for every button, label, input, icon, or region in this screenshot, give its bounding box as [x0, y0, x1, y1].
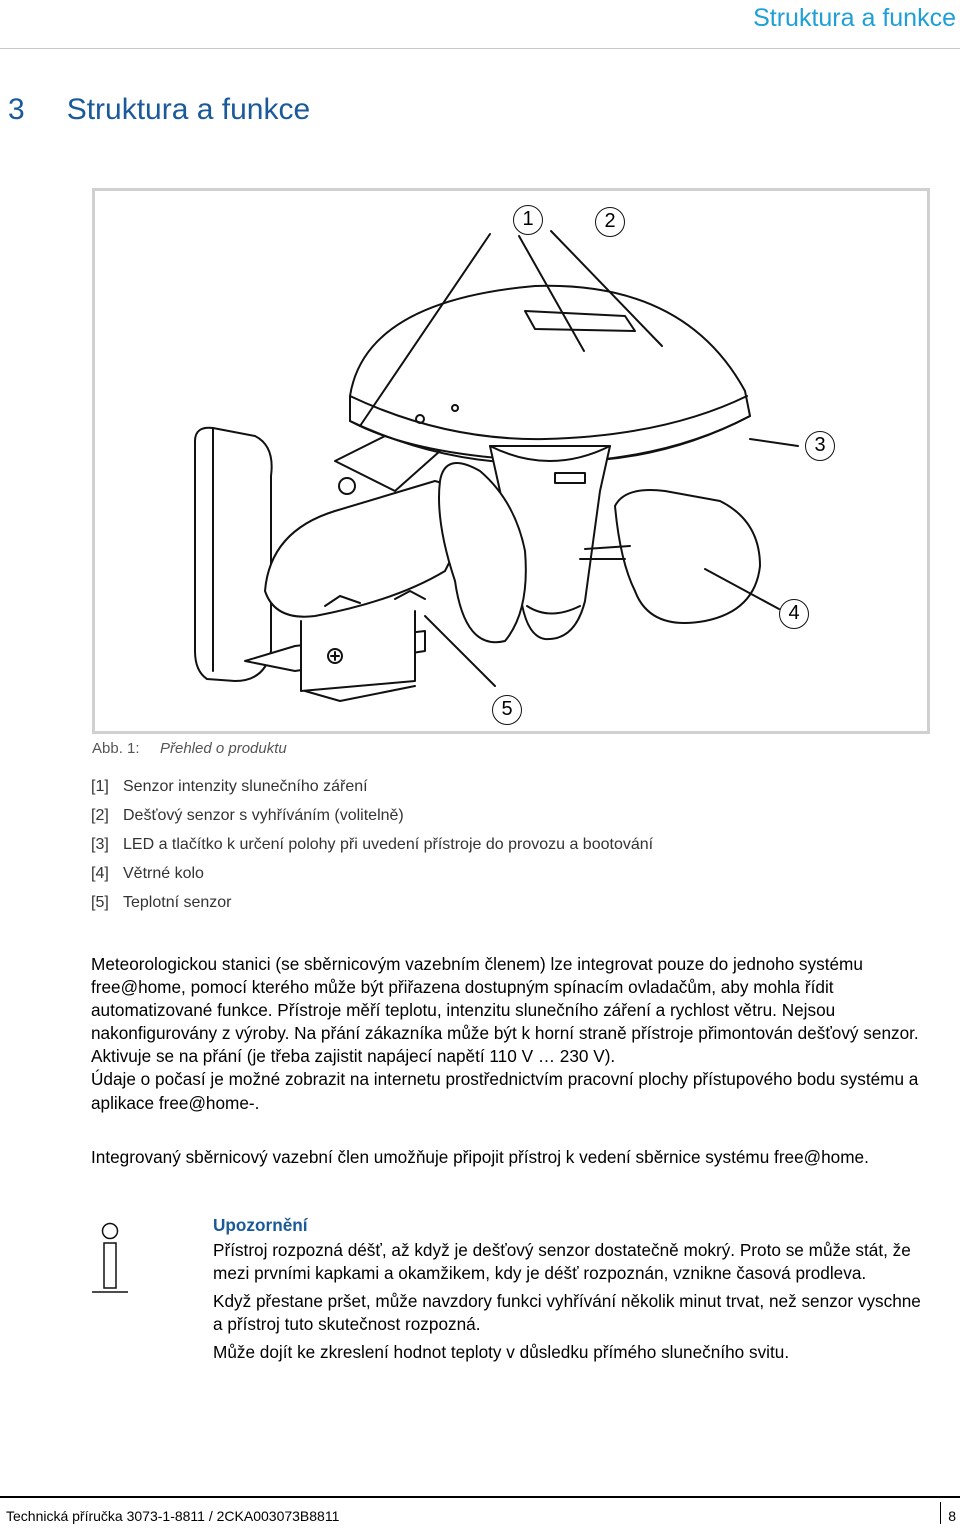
legend-number: [3] [91, 836, 109, 853]
callout-2: 2 [595, 207, 625, 237]
callout-4: 4 [779, 599, 809, 629]
callout-1: 1 [513, 205, 543, 235]
caption-text: Přehled o produktu [160, 740, 287, 757]
product-figure [92, 188, 930, 734]
legend-item [91, 830, 653, 859]
legend-item [91, 888, 653, 917]
legend-text: Větrné kolo [123, 865, 204, 882]
legend-number: [1] [91, 778, 109, 795]
body-text: Meteorologickou stanici (se sběrnicovým vazebním členem) lze integrovat pouze do jednoho systému free@home, pomocí kterého může být přiřazena dostupným spínacím ovladačům, aby mohla řídit automatizované funkce. Přístroje měří teplotu, intenzitu slunečního záření a rychlost větru. Nejsou nakonfigurovány z výroby. Na přání zákazníka může být k horní straně přístroje přimontován dešťový senzor. Aktivuje se na přání (je třeba zajistit napájecí napětí 110 V … 230 V). [91, 954, 919, 1067]
body-paragraph-2: Integrovaný sběrnicový vazební člen umožňuje připojit přístroj k vedení sběrnice systému free@home. [91, 1147, 869, 1167]
legend-text: LED a tlačítko k určení polohy při uvedení přístroje do provozu a bootování [123, 836, 654, 853]
caption-number: Abb. 1: [92, 740, 140, 757]
legend-item [91, 859, 653, 888]
header-divider [0, 48, 960, 49]
running-header: Struktura a funkce [753, 4, 956, 32]
chapter-number: 3 [8, 93, 25, 126]
note-paragraph: Když přestane pršet, může navzdory funkci vyhřívání několik minut trvat, než senzor vyschne a přístroj tuto skutečnost rozpozná. [213, 1291, 921, 1335]
chapter-heading [8, 93, 310, 127]
figure-legend [91, 772, 653, 917]
info-icon [90, 1222, 130, 1294]
chapter-title: Struktura a funkce [66, 93, 311, 126]
legend-number: [5] [91, 894, 109, 911]
legend-number: [4] [91, 865, 109, 882]
footer-doc-ref: Technická příručka 3073-1-8811 / 2CKA003073B8811 [6, 1508, 340, 1524]
legend-text: Teplotní senzor [123, 894, 232, 911]
legend-text: Senzor intenzity slunečního záření [123, 778, 368, 795]
page-number: 8 [940, 1502, 956, 1524]
product-illustration [95, 191, 927, 731]
callout-3: 3 [805, 431, 835, 461]
legend-text: Dešťový senzor s vyhříváním (volitelně) [123, 807, 404, 824]
body-paragraph-1 [91, 953, 931, 1115]
body-text: Údaje o počasí je možné zobrazit na internetu prostřednictvím pracovní plochy přístupového bodu systému a aplikace free@home-. [91, 1069, 919, 1113]
legend-item [91, 801, 653, 830]
legend-number: [2] [91, 807, 109, 824]
figure-caption [92, 740, 287, 757]
note-paragraph: Může dojít ke zkreslení hodnot teploty v důsledku přímého slunečního svitu. [213, 1342, 790, 1363]
callout-5: 5 [492, 695, 522, 725]
note-box [213, 1214, 925, 1370]
note-title: Upozornění [213, 1215, 308, 1235]
legend-item [91, 772, 653, 801]
footer-divider [0, 1496, 960, 1498]
note-paragraph: Přístroj rozpozná déšť, až když je dešťový senzor dostatečně mokrý. Proto se může stát, že mezi prvními kapkami a okamžikem, kdy je déšť rozpoznán, vznikne časová prodleva. [213, 1240, 911, 1284]
